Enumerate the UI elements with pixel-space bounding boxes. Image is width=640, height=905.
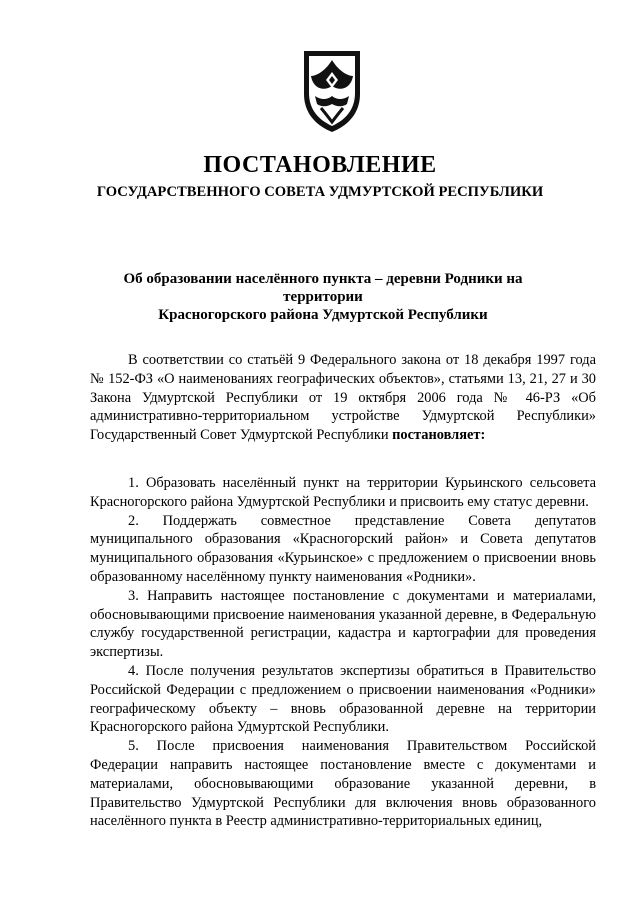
decree-word-text: постановляет [392, 427, 481, 444]
decree-items [90, 474, 596, 831]
decree-item-3: 3. Направить настоящее постановление с документами и материалами, обосновывающими присвоение наименования указанной деревне, в Федеральную службу государственной регистрации, кадастра и картографии для проведения экспертизы. [90, 587, 596, 661]
coat-of-arms-emblem [301, 48, 363, 134]
document-issuer: ГОСУДАРСТВЕННОГО СОВЕТА УДМУРТСКОЙ РЕСПУБЛИКИ [96, 184, 544, 200]
subject-line-2: Красногорского района Удмуртской Республики [158, 307, 488, 323]
decree-item-4: 4. После получения результатов экспертизы обратиться в Правительство Российской Федерации с предложением о присвоении наименования «Родники» географическому объекту – вновь образованной деревне на территории Красногорского района Удмуртской Республики. [90, 662, 596, 736]
document-title: ПОСТАНОВЛЕНИЕ [203, 152, 437, 178]
preamble-text: В соответствии со статьёй 9 Федерального закона от 18 декабря 1997 года № 152-ФЗ «О наименованиях географических объектов», статьями 13, 21, 27 и 30 Закона Удмуртской Республики от 19 октября 2006 года № 46-РЗ «Об административно-территориальном устройстве Удмуртской Республики» Государственный Совет Удмуртской Республики [90, 352, 596, 444]
subject-line-1: Об образовании населённого пункта – деревни Родники на территории [123, 271, 523, 305]
decree-word [392, 427, 485, 443]
decree-item-2: 2. Поддержать совместное представление Совета депутатов муниципального образования «Красногорский район» и Совета депутатов муниципального образования «Курьинское» с предложением о присвоении вновь образованному населённому пункту наименования «Родники». [90, 512, 596, 585]
document-subject [95, 270, 551, 324]
decree-item-1: 1. Образовать населённый пункт на территории Курьинского сельсовета Красногорского района Удмуртской Республики и присвоить ему статус деревни. [90, 475, 596, 510]
preamble [90, 351, 596, 445]
decree-colon: : [480, 427, 486, 444]
decree-item-5: 5. После присвоения наименования Правительством Российской Федерации направить настоящее постановление вместе с документами и материалами, обосновывающими образование указанной деревни, в Правительство Удмуртской Республики для включения вновь образованного населённого пункта в Реестр административно-территориальных единиц, [90, 738, 596, 830]
preamble-paragraph [90, 351, 596, 445]
